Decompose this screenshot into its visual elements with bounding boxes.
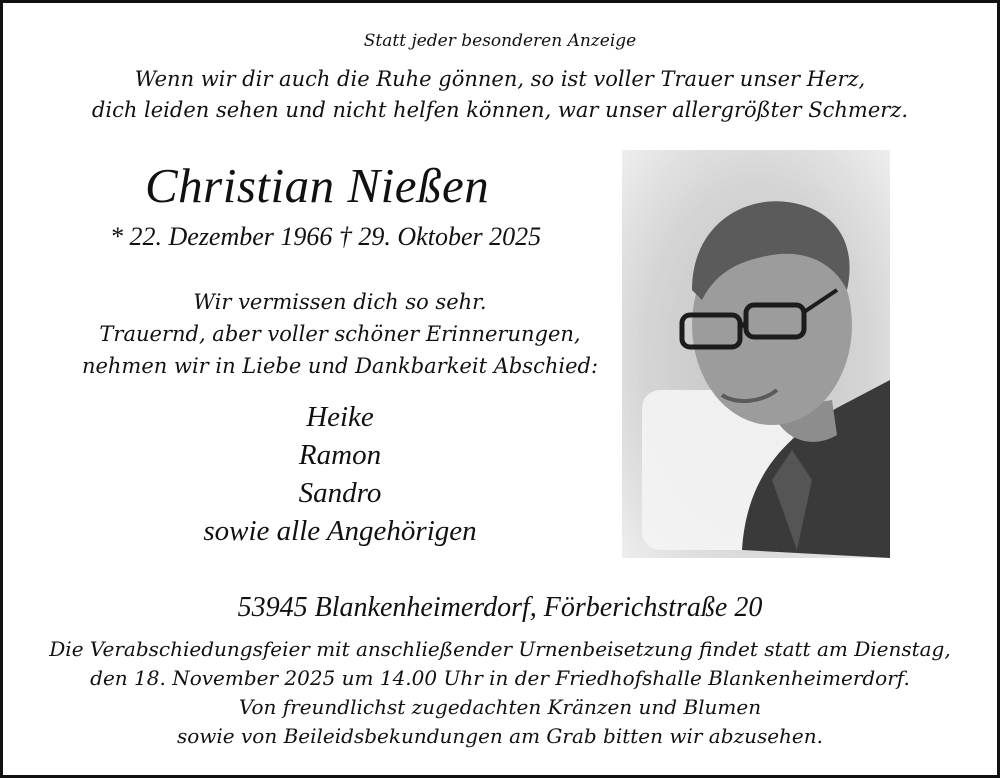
ceremony-line-3: Von freundlichst zugedachten Kränzen und Blumen	[238, 695, 762, 719]
portrait-photo	[622, 150, 890, 558]
verse-line-2: dich leiden sehen und nicht helfen können, war unser allergrößter Schmerz.	[91, 98, 909, 122]
deceased-name: Christian Nießen	[145, 158, 490, 213]
header-text: Statt jeder besonderen Anzeige	[363, 31, 637, 51]
ceremony-line-2: den 18. November 2025 um 14.00 Uhr in der Friedhofshalle Blankenheimerdorf.	[90, 666, 910, 690]
mourner-name: Heike	[306, 401, 374, 433]
message-line-2: Trauernd, aber voller schöner Erinnerungen,	[99, 322, 581, 346]
mourner-relatives: sowie alle Angehörigen	[203, 515, 477, 547]
ceremony-line-1: Die Verabschiedungsfeier mit anschließender Urnenbeisetzung findet statt am Dienstag,	[49, 637, 951, 661]
message-line-1: Wir vermissen dich so sehr.	[193, 290, 487, 314]
address: 53945 Blankenheimerdorf, Förberichstraße 20	[237, 592, 763, 623]
ceremony-line-4: sowie von Beileidsbekundungen am Grab bitten wir abzusehen.	[176, 724, 824, 748]
mourner-name: Ramon	[298, 439, 382, 471]
message-line-3: nehmen wir in Liebe und Dankbarkeit Abschied:	[81, 354, 599, 378]
mourner-name: Sandro	[298, 477, 382, 509]
life-dates: * 22. Dezember 1966 † 29. Oktober 2025	[110, 222, 542, 251]
verse-line-1: Wenn wir dir auch die Ruhe gönnen, so ist voller Trauer unser Herz,	[134, 67, 866, 91]
